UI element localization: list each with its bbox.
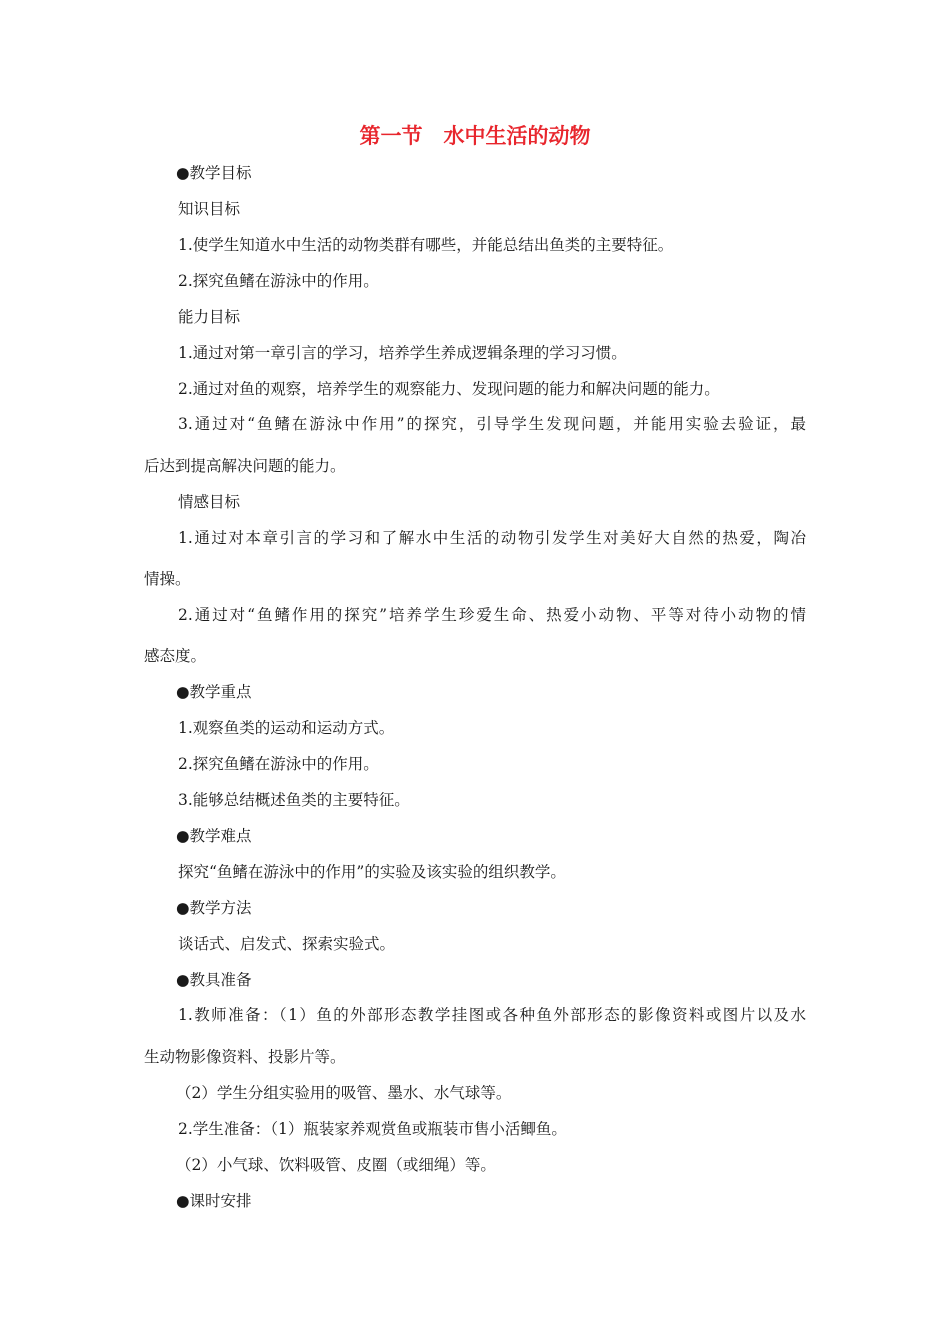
- paragraph-line: 3.通过对“鱼鳍在游泳中作用”的探究，引导学生发现问题，并能用实验去验证，最: [178, 415, 806, 433]
- subheading-knowledge: 知识目标: [178, 200, 241, 218]
- paragraph-line: （2）小气球、饮料吸管、皮圈（或细绳）等。: [176, 1156, 496, 1174]
- section-heading-difficulties: ●教学难点: [176, 827, 252, 845]
- paragraph-line: 1.通过对本章引言的学习和了解水中生活的动物引发学生对美好大自然的热爱，陶冶: [178, 529, 806, 547]
- paragraph-line: 1.通过对第一章引言的学习，培养学生养成逻辑条理的学习习惯。: [178, 344, 627, 362]
- paragraph-line: 后达到提高解决问题的能力。: [144, 457, 346, 475]
- paragraph-line: 3.能够总结概述鱼类的主要特征。: [178, 791, 410, 809]
- paragraph-line: （2）学生分组实验用的吸管、墨水、水气球等。: [176, 1084, 512, 1102]
- section-heading-methods: ●教学方法: [176, 899, 252, 917]
- paragraph-line: 1.使学生知道水中生活的动物类群有哪些，并能总结出鱼类的主要特征。: [178, 236, 674, 254]
- paragraph-line: 情操。: [144, 570, 191, 588]
- paragraph-line: 生动物影像资料、投影片等。: [144, 1048, 346, 1066]
- section-heading-key-points: ●教学重点: [176, 683, 252, 701]
- section-heading-materials: ●教具准备: [176, 971, 252, 989]
- page-title: 第一节 水中生活的动物: [359, 123, 591, 148]
- subheading-emotion: 情感目标: [178, 493, 241, 511]
- paragraph-line: 探究“鱼鳍在游泳中的作用”的实验及该实验的组织教学。: [178, 863, 566, 881]
- section-heading-objectives: ●教学目标: [176, 164, 252, 182]
- paragraph-line: 2.探究鱼鳍在游泳中的作用。: [178, 755, 379, 773]
- paragraph-line: 2.学生准备：（1）瓶装家养观赏鱼或瓶装市售小活鲫鱼。: [178, 1120, 567, 1138]
- paragraph-line: 感态度。: [144, 647, 207, 665]
- paragraph-line: 1.观察鱼类的运动和运动方式。: [178, 719, 395, 737]
- paragraph-line: 2.探究鱼鳍在游泳中的作用。: [178, 272, 379, 290]
- paragraph-line: 1.教师准备：（1）鱼的外部形态教学挂图或各种鱼外部形态的影像资料或图片以及水: [178, 1006, 806, 1024]
- section-heading-schedule: ●课时安排: [176, 1192, 252, 1210]
- paragraph-line: 2.通过对鱼的观察，培养学生的观察能力、发现问题的能力和解决问题的能力。: [178, 380, 720, 398]
- paragraph-line: 谈话式、启发式、探索实验式。: [178, 935, 396, 953]
- subheading-ability: 能力目标: [178, 308, 241, 326]
- paragraph-line: 2.通过对“鱼鳍作用的探究”培养学生珍爱生命、热爱小动物、平等对待小动物的情: [178, 606, 806, 624]
